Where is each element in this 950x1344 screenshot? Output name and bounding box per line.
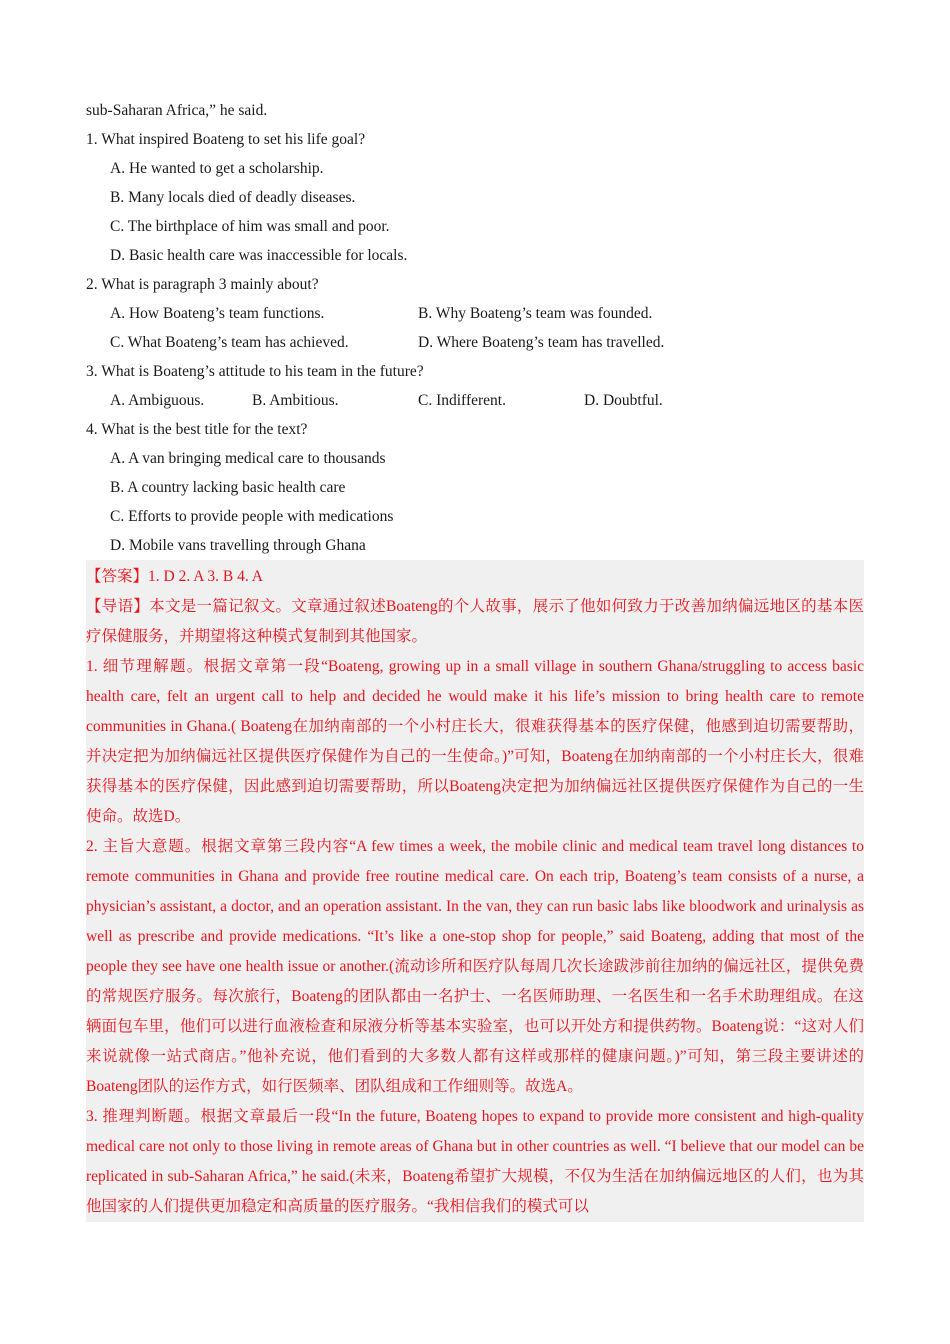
question-3-option-b: B. Ambitious.	[252, 392, 339, 409]
document-page	[86, 96, 864, 1222]
answer-key: 【答案】1. D 2. A 3. B 4. A	[86, 568, 263, 585]
explanation-2: 2. 主旨大意题。根据文章第三段内容“A few times a week, the mobile clinic and medical team travel long distances to remote communities in Ghana and provide free routine medical care. On each trip, Boateng’s team consists of a nurse, a physician’s assistant, a doctor, and an operation assistant. In the van, they can run basic labs like bloodwork and urinalysis as well as prescribe and provide medications. “It’s like a one-stop shop for people,” said Boateng, adding that most of the people they see have one health issue or another.(流动诊所和医疗队每周几次长途跋涉前往加纳的偏远社区，提供免费的常规医疗服务。每次旅行，Boateng的团队都由一名护士、一名医师助理、一名医生和一名手术助理组成。在这辆面包车里，他们可以进行血液检查和尿液分析等基本实验室，也可以开处方和提供药物。Boateng说：“这对人们来说就像一站式商店。”他补充说，他们看到的大多数人都有这样或那样的健康问题。)”可知，第三段主要讲述的Boateng团队的运作方式，如行医频率、团队组成和工作细则等。故选A。	[86, 838, 864, 1095]
passage-continuation: sub-Saharan Africa,” he said.	[86, 102, 268, 119]
question-2-stem: 2. What is paragraph 3 mainly about?	[86, 276, 319, 293]
question-2-option-b: B. Why Boateng’s team was founded.	[418, 305, 653, 322]
answer-guide: 【导语】本文是一篇记叙文。文章通过叙述Boateng的个人故事，展示了他如何致力于改善加纳偏远地区的基本医疗保健服务，并期望将这种模式复制到其他国家。	[86, 598, 864, 645]
explanation-3: 3. 推理判断题。根据文章最后一段“In the future, Boateng hopes to expand to provide more consistent and high-quality medical care not only to those living in remote areas of Ghana but in other countries as well. “I believe that our model can be replicated in sub-Saharan Africa,” he said.(未来，Boateng希望扩大规模，不仅为生活在加纳偏远地区的人们，也为其他国家的人们提供更加稳定和高质量的医疗服务。“我相信我们的模式可以	[86, 1108, 864, 1215]
question-1-option-a: A. He wanted to get a scholarship.	[110, 160, 324, 177]
question-4-option-d: D. Mobile vans travelling through Ghana	[110, 537, 366, 554]
question-3-option-d: D. Doubtful.	[584, 392, 663, 409]
question-1-option-c: C. The birthplace of him was small and poor.	[110, 218, 390, 235]
question-4-option-b: B. A country lacking basic health care	[110, 479, 346, 496]
answer-section	[86, 560, 864, 1222]
question-2-options-row-2	[86, 328, 864, 357]
question-4-option-c: C. Efforts to provide people with medications	[110, 508, 394, 525]
question-2-options-row-1	[86, 299, 864, 328]
question-1-option-b: B. Many locals died of deadly diseases.	[110, 189, 356, 206]
question-3-option-a: A. Ambiguous.	[110, 392, 205, 409]
question-4-stem: 4. What is the best title for the text?	[86, 421, 308, 438]
question-2-option-c: C. What Boateng’s team has achieved.	[110, 334, 349, 351]
question-3-option-c: C. Indifferent.	[418, 392, 506, 409]
question-1-option-d: D. Basic health care was inaccessible for locals.	[110, 247, 408, 264]
explanation-1: 1. 细节理解题。根据文章第一段“Boateng, growing up in a small village in southern Ghana/struggling to access basic health care, felt an urgent call to help and decided he would make it his life’s mission to bring health care to remote communities in Ghana.( Boateng在加纳南部的一个小村庄长大，很难获得基本的医疗保健，他感到迫切需要帮助，并决定把为加纳偏远社区提供医疗保健作为自己的一生使命。)”可知，Boateng在加纳南部的一个小村庄长大，很难获得基本的医疗保健，因此感到迫切需要帮助，所以Boateng决定把为加纳偏远社区提供医疗保健作为自己的一生使命。故选D。	[86, 658, 864, 825]
question-1-stem: 1. What inspired Boateng to set his life goal?	[86, 131, 366, 148]
question-2-option-d: D. Where Boateng’s team has travelled.	[418, 334, 665, 351]
question-2-option-a: A. How Boateng’s team functions.	[110, 305, 325, 322]
question-3-stem: 3. What is Boateng’s attitude to his team in the future?	[86, 363, 424, 380]
question-3-options-row	[86, 386, 864, 415]
question-4-option-a: A. A van bringing medical care to thousands	[110, 450, 386, 467]
